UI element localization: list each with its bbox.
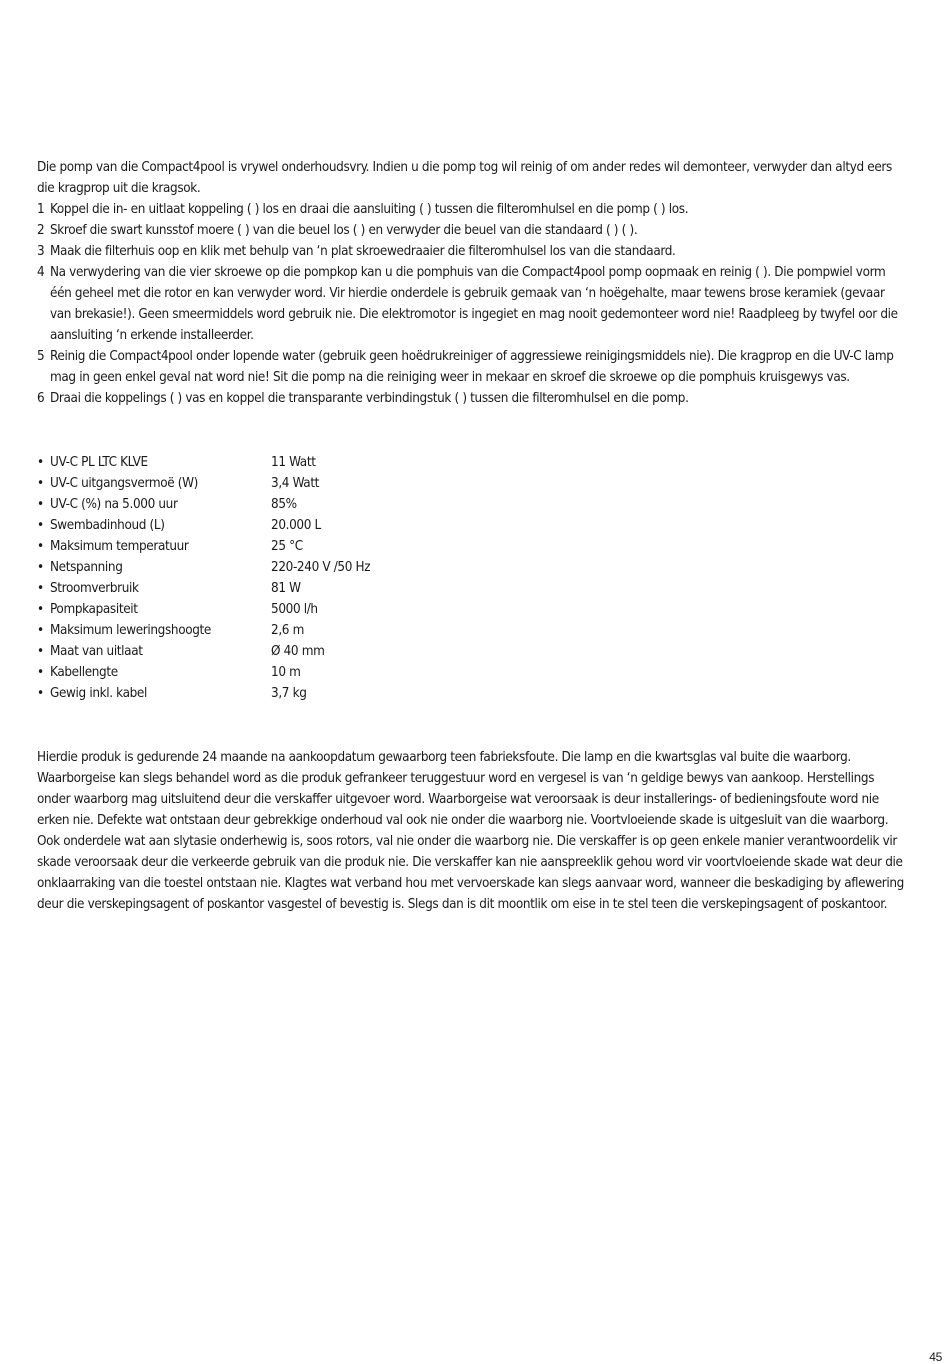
- spec-row: [37, 515, 907, 536]
- spec-row: [37, 599, 907, 620]
- spec-label: Swembadinhoud (L): [50, 518, 165, 533]
- bullet-icon: •: [37, 644, 44, 659]
- spec-value: 81 W: [271, 581, 301, 596]
- spec-value: 3,4 Watt: [271, 476, 320, 491]
- spec-label: Kabellengte: [50, 665, 118, 680]
- spec-row: [37, 494, 907, 515]
- step-item: [37, 220, 907, 241]
- bullet-icon: •: [37, 497, 44, 512]
- step-number: 3: [37, 244, 45, 259]
- spec-row: [37, 641, 907, 662]
- spec-label: Gewig inkl. kabel: [50, 686, 147, 701]
- spec-label: Maksimum temperatuur: [50, 539, 189, 554]
- spec-value: 10 m: [271, 665, 301, 680]
- spec-value: 220-240 V /50 Hz: [271, 560, 371, 575]
- step-number: 4: [37, 265, 45, 280]
- bullet-icon: •: [37, 560, 44, 575]
- spec-label: Maksimum leweringshoogte: [50, 623, 211, 638]
- spec-row: [37, 536, 907, 557]
- step-item: [37, 199, 907, 220]
- spec-label: UV-C PL LTC KLVE: [50, 455, 148, 470]
- bullet-icon: •: [37, 686, 44, 701]
- step-text: Skroef die swart kunsstof moere ( ) van die beuel los ( ) en verwyder die beuel van die standaard ( ) ( ).: [50, 223, 638, 238]
- step-item: [37, 262, 907, 346]
- spec-label: Netspanning: [50, 560, 123, 575]
- bullet-icon: •: [37, 539, 44, 554]
- step-item: [37, 346, 907, 388]
- spec-row: [37, 473, 907, 494]
- spec-row: [37, 662, 907, 683]
- step-text: Koppel die in- en uitlaat koppeling ( ) los en draai die aansluiting ( ) tussen die filteromhulsel en die pomp ( ) los.: [50, 202, 689, 217]
- spec-value: 25 °C: [271, 539, 303, 554]
- spec-value: Ø 40 mm: [271, 644, 325, 659]
- spec-value: 2,6 m: [271, 623, 304, 638]
- bullet-icon: •: [37, 602, 44, 617]
- bullet-icon: •: [37, 665, 44, 680]
- spec-value: 11 Watt: [271, 455, 316, 470]
- spec-label: Stroomverbruik: [50, 581, 139, 596]
- spec-row: [37, 557, 907, 578]
- step-number: 2: [37, 223, 45, 238]
- spec-label: Maat van uitlaat: [50, 644, 143, 659]
- maintenance-intro: Die pomp van die Compact4pool is vrywel onderhoudsvry. Indien u die pomp tog wil reinig of om ander redes wil demonteer, verwyder dan altyd eers die kragprop uit die kragsok.: [37, 160, 892, 196]
- bullet-icon: •: [37, 455, 44, 470]
- spec-label: UV-C (%) na 5.000 uur: [50, 497, 178, 512]
- spec-row: [37, 452, 907, 473]
- warranty-paragraph: Hierdie produk is gedurende 24 maande na aankoopdatum gewaarborg teen fabrieksfoute. Die lamp en die kwartsglas val buite die waarborg. Waarborgeise kan slegs behandel word as die produk gefrankeer teruggestuur word en vergesel is van ‘n geldige bewys van aankoop. Herstellings onder waarborg mag uitsluitend deur die verskaffer uitgevoer word. Waarborgeise wat veroorsaak is deur installerings- of bedieningsfoute word nie erken nie. Defekte wat ontstaan deur gebrekkige onderhoud val ook nie onder die waarborg nie. Voortvloeiende skade is uitgesluit van die waarborg. Ook onderdele wat aan slytasie onderhewig is, soos rotors, val nie onder die waarborg nie. Die verskaffer is op geen enkele manier verantwoordelik vir skade veroorsaak deur die verkeerde gebruik van die produk nie. Die verskaffer kan nie aanspreeklik gehou word vir voortvloeiende skade wat deur die onklaarraking van die toestel ontstaan nie. Klagtes wat verband hou met vervoerskade kan slegs aanvaar word, wanneer die beskadiging by aflewering deur die verskepingsagent of poskantor vasgestel of bevestig is. Slegs dan is dit moontlik om eise in te stel teen die verskepingsagent of poskantoor.: [37, 750, 904, 912]
- bullet-icon: •: [37, 476, 44, 491]
- bullet-icon: •: [37, 623, 44, 638]
- spec-label: UV-C uitgangsvermoë (W): [50, 476, 199, 491]
- step-number: 6: [37, 391, 45, 406]
- step-text: Na verwydering van die vier skroewe op die pompkop kan u die pomphuis van die Compact4pool pomp oopmaak en reinig ( ). Die pompwiel vorm één geheel met die rotor en kan verwyder word. Vir hierdie onderdele is gebruik gemaak van ‘n hoëgehalte, maar tewens brose keramiek (gevaar van brekasie!). Geen smeermiddels word gebruik nie. Die elektromotor is ingegiet en mag nooit gedemonteer word nie! Raadpleeg by twyfel oor die aansluiting ‘n erkende installeerder.: [50, 265, 898, 343]
- spec-value: 5000 l/h: [271, 602, 318, 617]
- technical-specs-list: [37, 452, 907, 704]
- spec-value: 3,7 kg: [271, 686, 307, 701]
- step-text: Reinig die Compact4pool onder lopende water (gebruik geen hoëdrukreiniger of aggressiewe reinigingsmiddels nie). Die kragprop en die UV-C lamp mag in geen enkel geval nat word nie! Sit die pomp na die reiniging weer in mekaar en skroef die skroewe op die pomphuis kruisgewys vas.: [50, 349, 894, 385]
- bullet-icon: •: [37, 581, 44, 596]
- spec-value: 20.000 L: [271, 518, 321, 533]
- spec-label: Pompkapasiteit: [50, 602, 138, 617]
- step-text: Maak die filterhuis oop en klik met behulp van ‘n plat skroewedraaier die filteromhulsel los van die standaard.: [50, 244, 676, 259]
- page-content: [37, 157, 907, 915]
- spec-row: [37, 620, 907, 641]
- step-number: 1: [37, 202, 45, 217]
- step-number: 5: [37, 349, 45, 364]
- bullet-icon: •: [37, 518, 44, 533]
- step-item: [37, 388, 907, 409]
- step-item: [37, 241, 907, 262]
- spec-row: [37, 683, 907, 704]
- spec-value: 85%: [271, 497, 297, 512]
- maintenance-steps: [37, 199, 907, 409]
- page-number: 45: [929, 1350, 942, 1364]
- step-text: Draai die koppelings ( ) vas en koppel die transparante verbindingstuk ( ) tussen die filteromhulsel en die pomp.: [50, 391, 689, 406]
- spec-row: [37, 578, 907, 599]
